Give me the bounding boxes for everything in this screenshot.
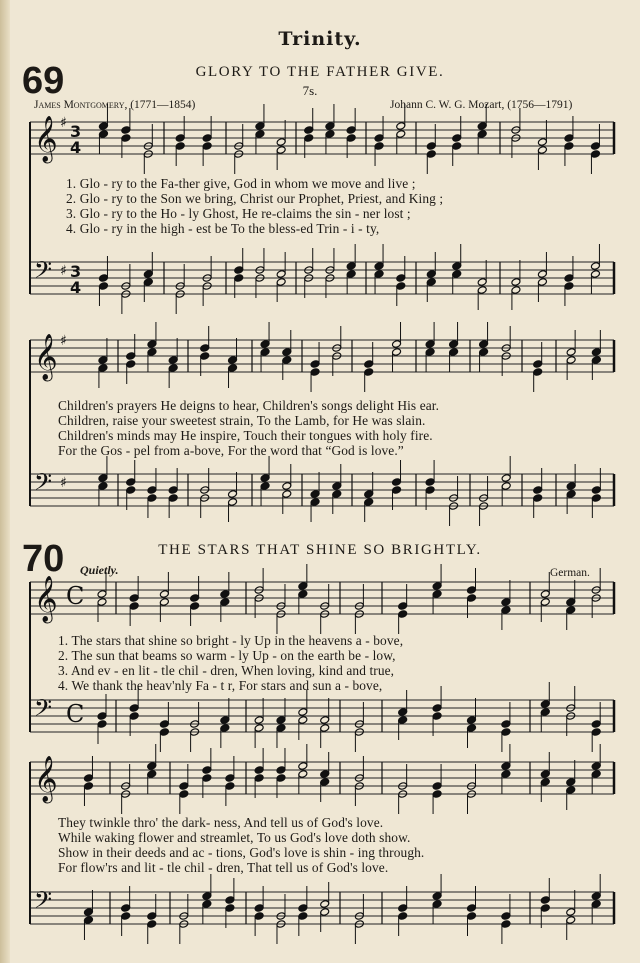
note-head: [298, 708, 308, 717]
note-head: [540, 778, 550, 787]
note-head: [590, 270, 600, 279]
note-head: [310, 360, 320, 369]
note-head: [501, 762, 511, 771]
note-head: [147, 770, 157, 779]
note-head: [126, 360, 136, 369]
note-head: [432, 590, 442, 599]
note-head: [304, 126, 314, 135]
note-head: [320, 908, 330, 917]
note-head: [320, 778, 330, 787]
note-head: [254, 912, 264, 921]
note-head: [533, 360, 543, 369]
note-head: [168, 356, 178, 365]
note-head: [479, 340, 489, 349]
note-head: [147, 340, 157, 349]
lyric-line: 1. Glo - ry to the Fa-ther give, God in whom we move and live ;: [66, 176, 416, 191]
note-head: [168, 364, 178, 373]
lyric-line: Children, raise your sweetest strain, To the Lamb, for He was slain.: [58, 413, 426, 428]
note-head: [364, 368, 374, 377]
note-head: [225, 774, 235, 783]
note-head: [566, 778, 576, 787]
note-head: [396, 282, 406, 291]
note-head: [432, 582, 442, 591]
note-head: [501, 770, 511, 779]
note-head: [121, 134, 131, 143]
note-head: [591, 486, 601, 495]
note-head: [254, 774, 264, 783]
time-signature-bottom: 4: [70, 138, 82, 157]
note-head: [591, 348, 601, 357]
note-head: [298, 582, 308, 591]
note-head: [477, 130, 487, 139]
note-head: [200, 344, 210, 353]
note-head: [511, 286, 521, 295]
note-head: [310, 490, 320, 499]
note-head: [452, 270, 462, 279]
note-head: [98, 130, 108, 139]
note-head: [202, 774, 212, 783]
lyric-line: 2. Glo - ry to the Son we bring, Christ our Prophet, Priest, and King ;: [66, 191, 444, 206]
note-head: [260, 482, 270, 491]
note-head: [591, 762, 601, 771]
note-head: [225, 904, 235, 913]
note-head: [147, 912, 157, 921]
note-head: [147, 762, 157, 771]
note-head: [346, 134, 356, 143]
note-head: [425, 340, 435, 349]
note-head: [501, 606, 511, 615]
note-head: [533, 368, 543, 377]
note-head: [501, 920, 511, 929]
note-head: [566, 490, 576, 499]
note-head: [98, 364, 108, 373]
note-head: [396, 130, 406, 139]
note-head: [364, 498, 374, 507]
note-head: [452, 262, 462, 271]
note-head: [398, 716, 408, 725]
lyric-line: For flow'rs and lit - tle chil - dren, That tell us of God's love.: [58, 860, 389, 875]
note-head: [255, 122, 265, 131]
note-head: [566, 786, 576, 795]
section-title: Trinity.: [278, 28, 362, 50]
note-head: [392, 340, 402, 349]
note-head: [540, 708, 550, 717]
note-head: [467, 724, 477, 733]
note-head: [566, 908, 576, 917]
treble-clef: 𝄞: [34, 334, 58, 380]
author-credit: James Montgomery, (1771—1854): [34, 99, 196, 111]
note-head: [590, 142, 600, 151]
note-head: [346, 126, 356, 135]
note-head: [168, 486, 178, 495]
note-head: [282, 490, 292, 499]
note-head: [98, 274, 108, 283]
note-head: [537, 146, 547, 155]
note-head: [591, 770, 601, 779]
note-head: [228, 490, 238, 499]
note-head: [566, 606, 576, 615]
note-head: [179, 790, 189, 799]
note-head: [276, 138, 286, 147]
note-head: [396, 122, 406, 131]
note-head: [202, 142, 212, 151]
note-head: [590, 150, 600, 159]
note-head: [467, 594, 477, 603]
note-head: [501, 720, 511, 729]
note-head: [346, 270, 356, 279]
hymn-title: GLORY TO THE FATHER GIVE.: [195, 64, 445, 80]
note-head: [501, 912, 511, 921]
composer-credit: German.: [550, 567, 590, 579]
note-head: [121, 126, 131, 135]
note-head: [537, 278, 547, 287]
note-head: [364, 490, 374, 499]
note-head: [254, 724, 264, 733]
note-head: [432, 900, 442, 909]
lyric-line: 1. The stars that shine so bright - ly Up in the heavens a - bove,: [58, 633, 404, 648]
note-head: [298, 770, 308, 779]
note-head: [566, 356, 576, 365]
note-head: [540, 896, 550, 905]
time-signature-top: 3: [70, 262, 82, 281]
note-head: [320, 770, 330, 779]
note-head: [202, 900, 212, 909]
lyric-line: 3. Glo - ry to the Ho - ly Ghost, He re-claims the sin - ner lost ;: [66, 206, 411, 221]
note-head: [477, 122, 487, 131]
note-head: [282, 356, 292, 365]
note-head: [566, 482, 576, 491]
note-head: [276, 774, 286, 783]
note-head: [533, 486, 543, 495]
note-head: [228, 498, 238, 507]
note-head: [97, 598, 107, 607]
note-head: [143, 270, 153, 279]
note-head: [121, 904, 131, 913]
hymn-title: THE STARS THAT SHINE SO BRIGHTLY.: [158, 542, 482, 558]
note-head: [147, 348, 157, 357]
note-head: [511, 278, 521, 287]
lyric-line: While waking flower and streamlet, To us God's love doth show.: [58, 830, 411, 845]
note-head: [533, 494, 543, 503]
bass-clef: 𝄢: [34, 694, 53, 727]
note-head: [276, 766, 286, 775]
note-head: [364, 360, 374, 369]
note-head: [501, 728, 511, 737]
note-head: [254, 716, 264, 725]
note-head: [467, 904, 477, 913]
note-head: [392, 348, 402, 357]
note-head: [398, 708, 408, 717]
note-head: [159, 728, 169, 737]
note-head: [325, 130, 335, 139]
time-signature-top: 3: [70, 122, 82, 141]
note-head: [566, 348, 576, 357]
note-head: [276, 146, 286, 155]
note-head: [168, 494, 178, 503]
note-head: [228, 364, 238, 373]
note-head: [432, 782, 442, 791]
note-head: [426, 270, 436, 279]
note-head: [298, 904, 308, 913]
note-head: [425, 486, 435, 495]
note-head: [320, 716, 330, 725]
hymn-meter: 7s.: [302, 83, 318, 98]
note-head: [282, 482, 292, 491]
note-head: [564, 142, 574, 151]
lyric-line: 2. The sun that beams so warm - ly Up - on the earth be - low,: [58, 648, 396, 663]
time-signature-bottom: 4: [70, 278, 82, 297]
note-head: [220, 590, 230, 599]
note-head: [566, 916, 576, 925]
time-signature: C: [66, 582, 85, 610]
treble-clef: 𝄞: [34, 576, 58, 622]
note-head: [540, 590, 550, 599]
note-head: [540, 598, 550, 607]
note-head: [310, 498, 320, 507]
note-head: [202, 766, 212, 775]
note-head: [83, 782, 93, 791]
bass-clef: 𝄢: [34, 256, 53, 289]
lyric-line: Children's minds may He inspire, Touch their tongues with holy fire.: [58, 428, 433, 443]
note-head: [564, 274, 574, 283]
note-head: [426, 142, 436, 151]
note-head: [392, 478, 402, 487]
note-head: [432, 790, 442, 799]
lyric-line: 4. Glo - ry in the high - est be To the bless-ed Trin - i - ty,: [66, 221, 380, 236]
note-head: [147, 494, 157, 503]
note-head: [310, 368, 320, 377]
composer-credit: Johann C. W. G. Mozart, (1756—1791): [390, 99, 573, 111]
note-head: [398, 602, 408, 611]
note-head: [220, 724, 230, 733]
note-head: [260, 340, 270, 349]
note-head: [540, 700, 550, 709]
note-head: [325, 122, 335, 131]
note-head: [449, 340, 459, 349]
note-head: [501, 482, 511, 491]
note-head: [254, 766, 264, 775]
note-head: [298, 716, 308, 725]
note-head: [501, 474, 511, 483]
hymn-number: 70: [22, 538, 65, 580]
tempo-marking: Quietly.: [80, 563, 119, 577]
note-head: [83, 916, 93, 925]
bass-clef: 𝄢: [34, 886, 53, 919]
note-head: [129, 704, 139, 713]
note-head: [467, 716, 477, 725]
note-head: [98, 474, 108, 483]
note-head: [467, 586, 477, 595]
note-head: [591, 900, 601, 909]
note-head: [432, 892, 442, 901]
note-head: [590, 262, 600, 271]
note-head: [276, 270, 286, 279]
note-head: [159, 598, 169, 607]
note-head: [298, 762, 308, 771]
note-head: [374, 262, 384, 271]
note-head: [147, 920, 157, 929]
note-head: [540, 770, 550, 779]
note-head: [147, 486, 157, 495]
note-head: [129, 602, 139, 611]
note-head: [202, 134, 212, 143]
key-signature-sharp: ♯: [60, 263, 67, 279]
note-head: [537, 270, 547, 279]
note-head: [175, 142, 185, 151]
note-head: [564, 282, 574, 291]
note-head: [234, 274, 244, 283]
lyric-line: 4. We thank the heav'nly Fa - t r, For stars and sun a - bove,: [58, 678, 383, 693]
note-head: [220, 716, 230, 725]
note-head: [175, 134, 185, 143]
lyric-line: Show in their deeds and ac - tions, God's love is shin - ing through.: [58, 845, 425, 860]
note-head: [190, 602, 200, 611]
time-signature: C: [66, 700, 85, 728]
note-head: [320, 900, 330, 909]
note-head: [425, 348, 435, 357]
note-head: [452, 142, 462, 151]
key-signature-sharp: ♯: [60, 475, 67, 491]
note-head: [129, 594, 139, 603]
note-head: [398, 912, 408, 921]
note-head: [540, 904, 550, 913]
note-head: [126, 352, 136, 361]
key-signature-sharp: ♯: [60, 333, 67, 349]
note-head: [298, 590, 308, 599]
lyric-line: 3. And ev - en lit - tle chil - dren, When loving, kind and true,: [58, 663, 395, 678]
note-head: [126, 478, 136, 487]
note-head: [537, 138, 547, 147]
note-head: [591, 494, 601, 503]
note-head: [501, 598, 511, 607]
note-head: [97, 720, 107, 729]
note-head: [282, 348, 292, 357]
note-head: [346, 262, 356, 271]
note-head: [426, 150, 436, 159]
note-head: [121, 912, 131, 921]
note-head: [129, 712, 139, 721]
note-head: [98, 482, 108, 491]
note-head: [97, 712, 107, 721]
note-head: [432, 704, 442, 713]
note-head: [452, 134, 462, 143]
lyric-line: Children's prayers He deigns to hear, Children's songs delight His ear.: [58, 398, 440, 413]
note-head: [98, 356, 108, 365]
note-head: [159, 590, 169, 599]
note-head: [143, 278, 153, 287]
note-head: [332, 482, 342, 491]
note-head: [254, 904, 264, 913]
note-head: [225, 896, 235, 905]
note-head: [234, 266, 244, 275]
note-head: [591, 892, 601, 901]
note-head: [425, 478, 435, 487]
note-head: [398, 610, 408, 619]
note-head: [276, 278, 286, 287]
note-head: [228, 356, 238, 365]
note-head: [332, 490, 342, 499]
hymn-number: 69: [22, 60, 65, 102]
note-head: [591, 720, 601, 729]
note-head: [396, 274, 406, 283]
note-head: [304, 134, 314, 143]
lyric-line: They twinkle thro' the dark- ness, And tell us of God's love.: [58, 815, 384, 830]
note-head: [276, 716, 286, 725]
note-head: [202, 892, 212, 901]
note-head: [374, 142, 384, 151]
note-head: [225, 782, 235, 791]
note-head: [449, 348, 459, 357]
bass-clef: 𝄢: [34, 468, 53, 501]
note-head: [374, 134, 384, 143]
note-head: [260, 474, 270, 483]
note-head: [190, 594, 200, 603]
note-head: [374, 270, 384, 279]
note-head: [392, 486, 402, 495]
treble-clef: 𝄞: [34, 756, 58, 802]
note-head: [83, 774, 93, 783]
note-head: [467, 912, 477, 921]
note-head: [159, 720, 169, 729]
note-head: [477, 286, 487, 295]
note-head: [98, 122, 108, 131]
note-head: [566, 598, 576, 607]
note-head: [426, 278, 436, 287]
note-head: [477, 278, 487, 287]
note-head: [591, 356, 601, 365]
note-head: [98, 282, 108, 291]
note-head: [320, 724, 330, 733]
note-head: [255, 130, 265, 139]
note-head: [398, 904, 408, 913]
note-head: [83, 908, 93, 917]
note-head: [200, 352, 210, 361]
note-head: [591, 728, 601, 737]
note-head: [97, 590, 107, 599]
note-head: [432, 712, 442, 721]
note-head: [220, 598, 230, 607]
key-signature-sharp: ♯: [60, 115, 67, 131]
treble-clef: 𝄞: [34, 116, 58, 162]
note-head: [298, 912, 308, 921]
lyric-line: For the Gos - pel from a-bove, For the word that “God is love.”: [58, 443, 404, 458]
note-head: [276, 724, 286, 733]
note-head: [179, 782, 189, 791]
note-head: [126, 486, 136, 495]
note-head: [479, 348, 489, 357]
note-head: [564, 134, 574, 143]
note-head: [260, 348, 270, 357]
